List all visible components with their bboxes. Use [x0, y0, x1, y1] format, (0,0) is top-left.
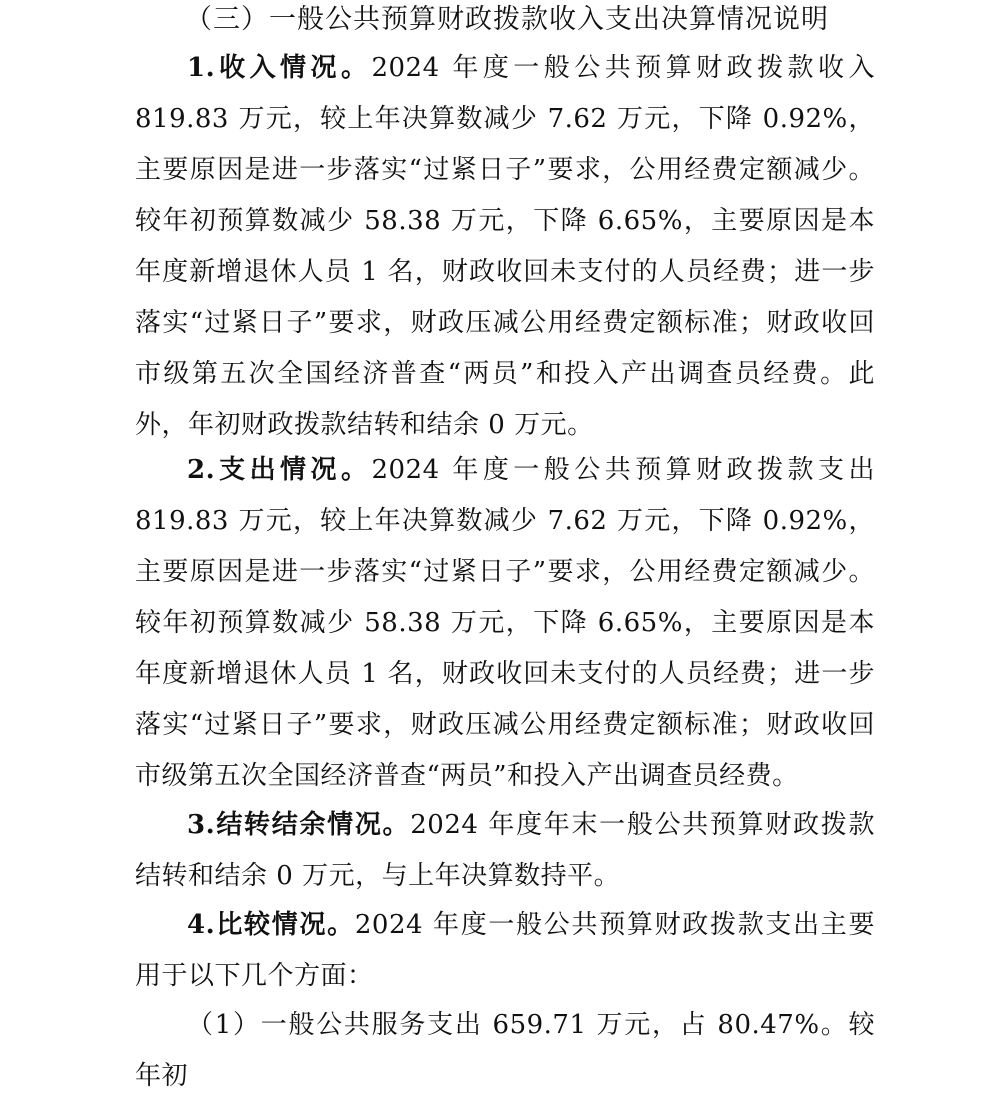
paragraph-income-lead: 1.收入情况。 [187, 53, 372, 83]
paragraph-expenditure-text: 2024 年度一般公共预算财政拨款支出 819.83 万元，较上年决算数减少 7.62 万元，下降 0.92%，主要原因是进一步落实“过紧日子”要求，公用经费定额减少。较年初预算数减少 58.38 万元，下降 6.65%，主要原因是本年度新增退休人员 1 名，财政收回未支付的人员经费；进一步落实“过紧日子”要求，财政压减公用经费定额标准；财政收回市级第五次全国经济普查“两员”和投入产出调查员经费。 [135, 455, 875, 791]
section-heading: （三）一般公共预算财政拨款收入支出决算情况说明 [185, 4, 829, 35]
paragraph-income-text: 2024 年度一般公共预算财政拨款收入 819.83 万元，较上年决算数减少 7.62 万元，下降 0.92%，主要原因是进一步落实“过紧日子”要求，公用经费定额减少。较年初预算数减少 58.38 万元，下降 6.65%，主要原因是本年度新增退休人员 1 名，财政收回未支付的人员经费；进一步落实“过紧日子”要求，财政压减公用经费定额标准；财政收回市级第五次全国经济普查“两员”和投入产出调查员经费。此外，年初财政拨款结转和结余 0 万元。 [135, 53, 875, 440]
paragraph-expenditure-lead: 2.支出情况。 [187, 455, 372, 485]
paragraph-carryover-text: 2024 年度年末一般公共预算财政拨款结转和结余 0 万元，与上年决算数持平。 [135, 810, 875, 891]
paragraph-carryover-lead: 3.结转结余情况。 [187, 810, 411, 840]
paragraph-comparison-lead: 4.比较情况。 [187, 910, 355, 940]
paragraph-expenditure [135, 445, 875, 802]
paragraph-income [135, 43, 875, 451]
paragraph-comparison [135, 900, 875, 1002]
paragraph-comparison-text: 2024 年度一般公共预算财政拨款支出主要用于以下几个方面： [135, 910, 875, 991]
paragraph-item-1 [135, 1000, 875, 1102]
paragraph-item-1-text: （1）一般公共服务支出 659.71 万元，占 80.47%。较年初 [135, 1010, 875, 1091]
paragraph-carryover [135, 800, 875, 902]
